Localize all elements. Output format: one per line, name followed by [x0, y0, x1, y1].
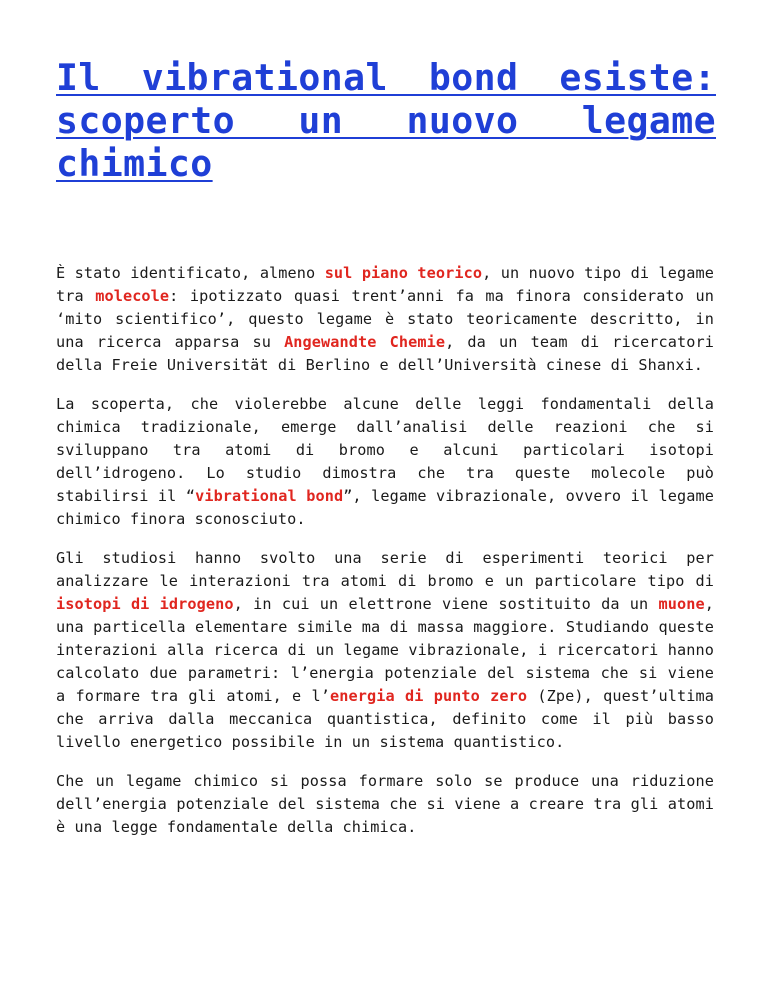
- paragraph-3-text-1: Gli studiosi hanno svolto una serie di esperimenti teorici per analizzare le interazioni tra atomi di bromo e un particolare tipo di: [56, 549, 714, 590]
- article-title: [56, 56, 716, 185]
- link-vibrational-bond[interactable]: vibrational bond: [195, 487, 344, 505]
- paragraph-1-text-2: , un nuovo tipo di legame tra: [56, 264, 714, 305]
- paragraph-1-text-1: È stato identificato, almeno: [56, 264, 325, 282]
- paragraph-1-text-4: , da un team di ricercatori della Freie Universität di Berlino e dell’Università cinese di Shanxi.: [56, 333, 714, 374]
- paragraph-3: [56, 547, 714, 754]
- paragraph-2-text-1: La scoperta, che violerebbe alcune delle leggi fondamentali della chimica tradizionale, emerge dall’analisi delle reazioni che si sviluppano tra atomi di bromo e alcuni particolari isotopi dell’idrogeno. Lo studio dimostra che tra queste molecole può stabilirsi il “: [56, 395, 714, 505]
- paragraph-2-text-2: ”, legame vibrazionale, ovvero il legame chimico finora sconosciuto.: [56, 487, 714, 528]
- article-body: [56, 262, 714, 855]
- link-angewandte-chemie[interactable]: Angewandte Chemie: [284, 333, 446, 351]
- link-muone[interactable]: muone: [658, 595, 705, 613]
- link-energia-di-punto-zero[interactable]: energia di punto zero: [330, 687, 528, 705]
- paragraph-3-text-3: , una particella elementare simile ma di massa maggiore. Studiando queste interazioni alla ricerca di un legame vibrazionale, i ricercatori hanno calcolato due parametri: l’energia potenziale del sistema che si viene a formare tra gli atomi, e l’: [56, 595, 714, 705]
- link-molecole[interactable]: molecole: [95, 287, 170, 305]
- link-isotopi-di-idrogeno[interactable]: isotopi di idrogeno: [56, 595, 234, 613]
- paragraph-4-text-1: Che un legame chimico si possa formare solo se produce una riduzione dell’energia potenziale del sistema che si viene a creare tra gli atomi è una legge fondamentale della chimica.: [56, 772, 714, 836]
- link-sul-piano-teorico[interactable]: sul piano teorico: [324, 264, 483, 282]
- paragraph-1: [56, 262, 714, 377]
- article-title-link[interactable]: Il vibrational bond esiste: scoperto un nuovo legame chimico: [56, 56, 716, 185]
- paragraph-4: [56, 770, 714, 839]
- paragraph-3-text-4: (Zpe), quest’ultima che arriva dalla meccanica quantistica, definito come il più basso livello energetico possibile in un sistema quantistico.: [56, 687, 714, 751]
- paragraph-3-text-2: , in cui un elettrone viene sostituito da un: [233, 595, 659, 613]
- paragraph-1-text-3: : ipotizzato quasi trent’anni fa ma finora considerato un ‘mito scientifico’, questo legame è stato teoricamente descritto, in una ricerca apparsa su: [56, 287, 714, 351]
- paragraph-2: [56, 393, 714, 531]
